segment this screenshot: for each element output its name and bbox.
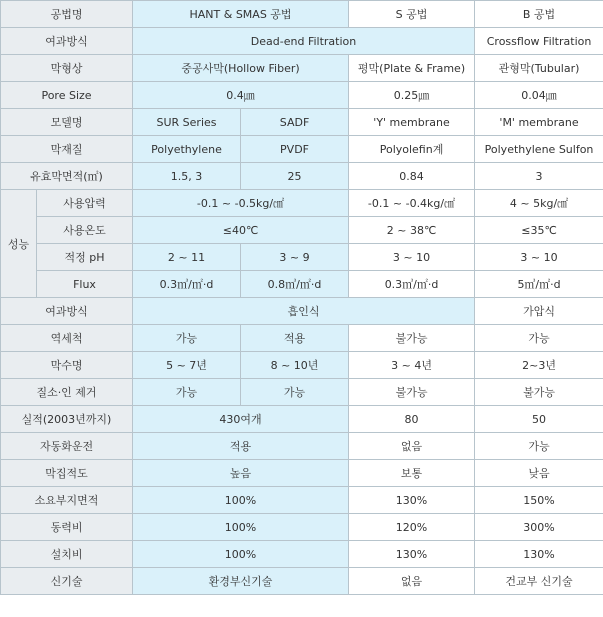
cell-filtration-type-b: 가압식 xyxy=(475,298,603,325)
cell-filtration-type-suction: 흡인식 xyxy=(133,298,475,325)
cell-ph-hant2: 3 ~ 9 xyxy=(241,244,349,271)
row-ph xyxy=(1,244,603,271)
row-temperature xyxy=(1,217,603,244)
cell-ph-s: 3 ~ 10 xyxy=(349,244,475,271)
label-pore-size: Pore Size xyxy=(1,82,133,109)
label-power-cost: 동력비 xyxy=(1,514,133,541)
label-lifespan: 막수명 xyxy=(1,352,133,379)
cell-effective-area-s: 0.84 xyxy=(349,163,475,190)
cell-effective-area-hant2: 25 xyxy=(241,163,349,190)
cell-backwash-b: 가능 xyxy=(475,325,603,352)
label-automation: 자동화운전 xyxy=(1,433,133,460)
cell-membrane-shape-hant: 중공사막(Hollow Fiber) xyxy=(133,55,349,82)
cell-pore-size-s: 0.25㎛ xyxy=(349,82,475,109)
cell-model-name-hant2: SADF xyxy=(241,109,349,136)
row-nitrogen-phosphorus xyxy=(1,379,603,406)
label-track-record: 실적(2003년까지) xyxy=(1,406,133,433)
cell-site-area-b: 150% xyxy=(475,487,603,514)
cell-power-cost-b: 300% xyxy=(475,514,603,541)
cell-flux-hant1: 0.3㎥/㎡·d xyxy=(133,271,241,298)
cell-flux-b: 5㎥/㎡·d xyxy=(475,271,603,298)
label-pressure: 사용압력 xyxy=(37,190,133,217)
cell-material-hant1: Polyethylene xyxy=(133,136,241,163)
row-lifespan xyxy=(1,352,603,379)
cell-membrane-shape-s: 평막(Plate & Frame) xyxy=(349,55,475,82)
label-new-tech: 신기술 xyxy=(1,568,133,595)
row-filtration-mode xyxy=(1,28,603,55)
label-model-name: 모델명 xyxy=(1,109,133,136)
label-method-name: 공법명 xyxy=(1,1,133,28)
row-density xyxy=(1,460,603,487)
cell-density-b: 낮음 xyxy=(475,460,603,487)
cell-power-cost-s: 120% xyxy=(349,514,475,541)
label-ph: 적정 pH xyxy=(37,244,133,271)
label-backwash: 역세척 xyxy=(1,325,133,352)
cell-new-tech-hant: 환경부신기술 xyxy=(133,568,349,595)
cell-pressure-s: -0.1 ~ -0.4kg/㎠ xyxy=(349,190,475,217)
label-density: 막집적도 xyxy=(1,460,133,487)
cell-density-hant: 높음 xyxy=(133,460,349,487)
cell-site-area-hant: 100% xyxy=(133,487,349,514)
cell-pore-size-hant: 0.4㎛ xyxy=(133,82,349,109)
cell-ph-hant1: 2 ~ 11 xyxy=(133,244,241,271)
label-install-cost: 설치비 xyxy=(1,541,133,568)
row-membrane-shape xyxy=(1,55,603,82)
cell-backwash-s: 불가능 xyxy=(349,325,475,352)
row-install-cost xyxy=(1,541,603,568)
cell-temperature-b: ≤35℃ xyxy=(475,217,603,244)
label-effective-area: 유효막면적(㎡) xyxy=(1,163,133,190)
cell-new-tech-s: 없음 xyxy=(349,568,475,595)
cell-pressure-hant: -0.1 ~ -0.5kg/㎠ xyxy=(133,190,349,217)
row-power-cost xyxy=(1,514,603,541)
label-flux: Flux xyxy=(37,271,133,298)
cell-install-cost-b: 130% xyxy=(475,541,603,568)
cell-model-name-s: 'Y' membrane xyxy=(349,109,475,136)
row-effective-area xyxy=(1,163,603,190)
cell-automation-b: 가능 xyxy=(475,433,603,460)
cell-site-area-s: 130% xyxy=(349,487,475,514)
cell-nitrogen-phosphorus-b: 불가능 xyxy=(475,379,603,406)
cell-membrane-shape-b: 관형막(Tubular) xyxy=(475,55,603,82)
label-temperature: 사용온도 xyxy=(37,217,133,244)
cell-nitrogen-phosphorus-hant2: 가능 xyxy=(241,379,349,406)
row-track-record xyxy=(1,406,603,433)
row-pressure xyxy=(1,190,603,217)
cell-material-hant2: PVDF xyxy=(241,136,349,163)
cell-new-tech-b: 건교부 신기술 xyxy=(475,568,603,595)
cell-backwash-hant1: 가능 xyxy=(133,325,241,352)
row-automation xyxy=(1,433,603,460)
cell-track-record-s: 80 xyxy=(349,406,475,433)
cell-pressure-b: 4 ~ 5kg/㎠ xyxy=(475,190,603,217)
header-s: S 공법 xyxy=(349,1,475,28)
cell-density-s: 보통 xyxy=(349,460,475,487)
header-hant-smas: HANT & SMAS 공법 xyxy=(133,1,349,28)
row-new-tech xyxy=(1,568,603,595)
cell-filtration-mode-hant: Dead-end Filtration xyxy=(133,28,475,55)
cell-automation-s: 없음 xyxy=(349,433,475,460)
row-flux xyxy=(1,271,603,298)
row-site-area xyxy=(1,487,603,514)
cell-nitrogen-phosphorus-s: 불가능 xyxy=(349,379,475,406)
cell-lifespan-hant2: 8 ~ 10년 xyxy=(241,352,349,379)
cell-effective-area-b: 3 xyxy=(475,163,603,190)
cell-temperature-hant: ≤40℃ xyxy=(133,217,349,244)
row-pore-size xyxy=(1,82,603,109)
cell-install-cost-hant: 100% xyxy=(133,541,349,568)
label-performance: 성능 xyxy=(1,190,37,298)
cell-ph-b: 3 ~ 10 xyxy=(475,244,603,271)
cell-temperature-s: 2 ~ 38℃ xyxy=(349,217,475,244)
cell-material-b: Polyethylene Sulfon xyxy=(475,136,603,163)
row-model-name xyxy=(1,109,603,136)
cell-power-cost-hant: 100% xyxy=(133,514,349,541)
cell-install-cost-s: 130% xyxy=(349,541,475,568)
row-backwash xyxy=(1,325,603,352)
row-filtration-type xyxy=(1,298,603,325)
row-method-name xyxy=(1,1,603,28)
cell-material-s: Polyolefin계 xyxy=(349,136,475,163)
label-membrane-shape: 막형상 xyxy=(1,55,133,82)
cell-backwash-hant2: 적용 xyxy=(241,325,349,352)
label-filtration-mode: 여과방식 xyxy=(1,28,133,55)
cell-filtration-mode-b: Crossflow Filtration xyxy=(475,28,603,55)
cell-flux-s: 0.3㎥/㎡·d xyxy=(349,271,475,298)
cell-lifespan-s: 3 ~ 4년 xyxy=(349,352,475,379)
row-material xyxy=(1,136,603,163)
label-filtration-type: 여과방식 xyxy=(1,298,133,325)
cell-lifespan-b: 2~3년 xyxy=(475,352,603,379)
cell-model-name-b: 'M' membrane xyxy=(475,109,603,136)
label-material: 막재질 xyxy=(1,136,133,163)
cell-pore-size-b: 0.04㎛ xyxy=(475,82,603,109)
cell-track-record-hant: 430여개 xyxy=(133,406,349,433)
cell-nitrogen-phosphorus-hant1: 가능 xyxy=(133,379,241,406)
cell-track-record-b: 50 xyxy=(475,406,603,433)
cell-automation-hant: 적용 xyxy=(133,433,349,460)
header-b: B 공법 xyxy=(475,1,603,28)
cell-model-name-hant1: SUR Series xyxy=(133,109,241,136)
cell-lifespan-hant1: 5 ~ 7년 xyxy=(133,352,241,379)
label-nitrogen-phosphorus: 질소·인 제거 xyxy=(1,379,133,406)
cell-effective-area-hant1: 1.5, 3 xyxy=(133,163,241,190)
cell-flux-hant2: 0.8㎥/㎡·d xyxy=(241,271,349,298)
label-site-area: 소요부지면적 xyxy=(1,487,133,514)
